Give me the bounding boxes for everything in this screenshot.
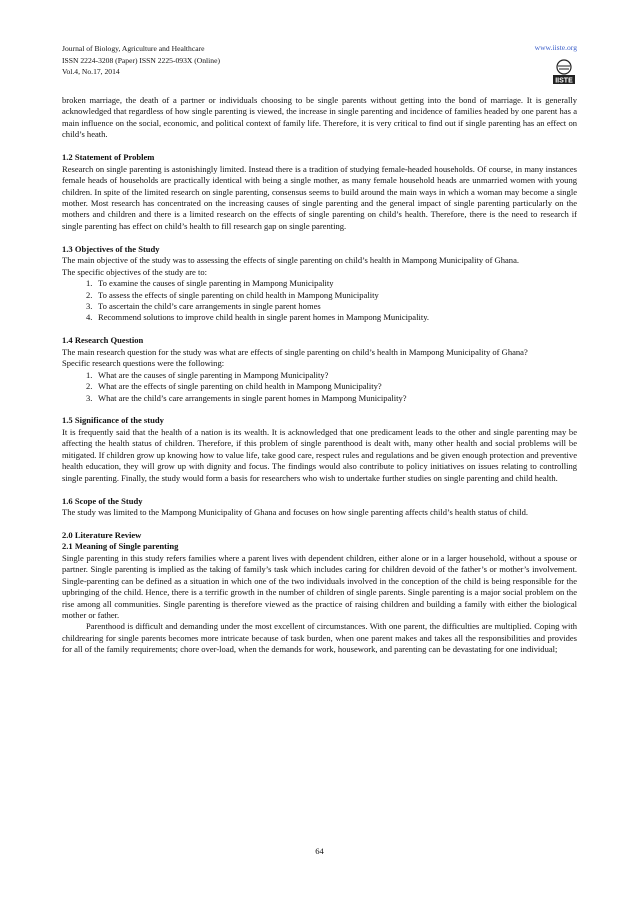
- list-item: 1. To examine the causes of single parenting in Mampong Municipality: [86, 278, 334, 289]
- objectives-specific-intro: The specific objectives of the study are to:: [62, 266, 208, 277]
- scope-paragraph: The study was limited to the Mampong Municipality of Ghana and focuses on how single parenting affects child’s health status of child.: [62, 507, 529, 517]
- objectives-main-paragraph: The main objective of the study was to assessing the effects of single parenting on child’s health in Mampong Municipality of Ghana.: [62, 255, 519, 266]
- parenthood-paragraph: Parenthood is difficult and demanding under the most excellent of circumstances. With one parent, the difficulties are multiplied. Coping with childrearing for single parents becomes more intricate because of task burden, when one parent makes and takes all the responsibilities and provides for all of the family requirements; chore over-load, when the demands for work, housework, and parenting can be devastating for one individual;: [62, 621, 577, 655]
- list-item: 2. To assess the effects of single parenting on child health in Mampong Municipality: [86, 289, 379, 300]
- section-heading-scope: 1.6 Scope of the Study: [62, 495, 143, 506]
- section-heading-objectives: 1.3 Objectives of the Study: [62, 243, 160, 254]
- page-number: 64: [315, 846, 324, 856]
- journal-url-link[interactable]: www.iiste.org: [534, 43, 577, 52]
- list-item: 3. To ascertain the child’s care arrangements in single parent homes: [86, 301, 321, 312]
- issn-line: ISSN 2224-3208 (Paper) ISSN 2225-093X (Online): [62, 55, 220, 65]
- list-item: 2. What are the effects of single parenting on child health in Mampong Municipality?: [86, 381, 382, 392]
- objectives-list: [62, 278, 577, 324]
- meaning-paragraph: Single parenting in this study refers families where a parent lives with dependent children, either alone or in a larger household, without a spouse or partner. Single parenting is implied as the taking of family’s task which includes caring for children devoid of the father’s or mother’s involvement. Single-parenting can be defined as a situation in which one of the two individuals involved in the conception of the child is being responsible for the upbringing of the child. Hence, there is a terrific growth in the number of children of single parents. Single parenting is a major social problem on the rise among all communities. Single parenting is therefore viewed as the practice of raising children and building a family with either the biological mother or father.: [62, 552, 577, 621]
- list-item: 4. Recommend solutions to improve child health in single parent homes in Mampong Municipality.: [86, 312, 430, 323]
- section-heading-significance: 1.5 Significance of the study: [62, 415, 164, 426]
- article-body: [62, 95, 577, 656]
- journal-header: [62, 43, 577, 93]
- list-item: 1. What are the causes of single parenting in Mampong Municipality?: [86, 369, 329, 380]
- journal-name: Journal of Biology, Agriculture and Healthcare: [62, 44, 205, 53]
- section-heading-research-question: 1.4 Research Question: [62, 335, 144, 346]
- research-questions-list: [62, 370, 577, 404]
- list-item: 3. What are the child’s care arrangements in single parent homes in Mampong Municipality?: [86, 392, 407, 403]
- section-heading-literature-review: 2.0 Literature Review: [62, 529, 142, 540]
- intro-paragraph: broken marriage, the death of a partner or individuals choosing to be single parents without getting into the bond of marriage. It is generally acknowledged that regardless of how single parenting is viewed, the increase in single parenting and incidence of families headed by one parent has a main influence on the social, economic, and political context of family life. Therefore, it is very critical to find out if single parenting has an effect on child’s heath.: [62, 95, 577, 140]
- svg-text:IISTE: IISTE: [555, 77, 573, 85]
- section-heading-statement-of-problem: 1.2 Statement of Problem: [62, 152, 155, 163]
- statement-of-problem-paragraph: Research on single parenting is astonishingly limited. Instead there is a tradition of studying female-headed households. Of course, in many instances female heads of households are practically identical with being a single mother, as many female household heads are unmarried women with young children. In spite of the limited research on single parenting, consensus seems to build around the main ways in which a woman may become a single mother. Most research has concentrated on the increasing causes of single parenting and the general impact of single parenting particularly on the mothers and children and there is a limited research on the effects of single parenting on child’s health. Therefore, there is the need to research if single parenting has effect on child’s health to fill research gap on single parenting.: [62, 163, 577, 231]
- iiste-logo-icon: [551, 58, 577, 86]
- volume-line: Vol.4, No.17, 2014: [62, 67, 120, 76]
- research-question-paragraph: The main research question for the study was what are effects of single parenting on child’s health in Mampong Municipality of Ghana?: [62, 346, 528, 357]
- subsection-heading-meaning: 2.1 Meaning of Single parenting: [62, 541, 179, 552]
- significance-paragraph: It is frequently said that the health of a nation is its wealth. It is acknowledged that one predicament leads to the other and single parenting may be affecting the health status of children. Therefore, if this problem of single parenthood is dealt with, many other health and social problems will be mitigated. If children grow up knowing how to value life, take good care, respect rules and regulations and be given enough protection and preventive health education, they will grow up with dignity and focus. The findings would also contribute to policy initiatives on issues relating to controlling single parenting. Finally, the study would form a basis for researchers who wish to undertake further studies on single parenting and child health.: [62, 426, 577, 483]
- research-question-specific-intro: Specific research questions were the following:: [62, 358, 225, 369]
